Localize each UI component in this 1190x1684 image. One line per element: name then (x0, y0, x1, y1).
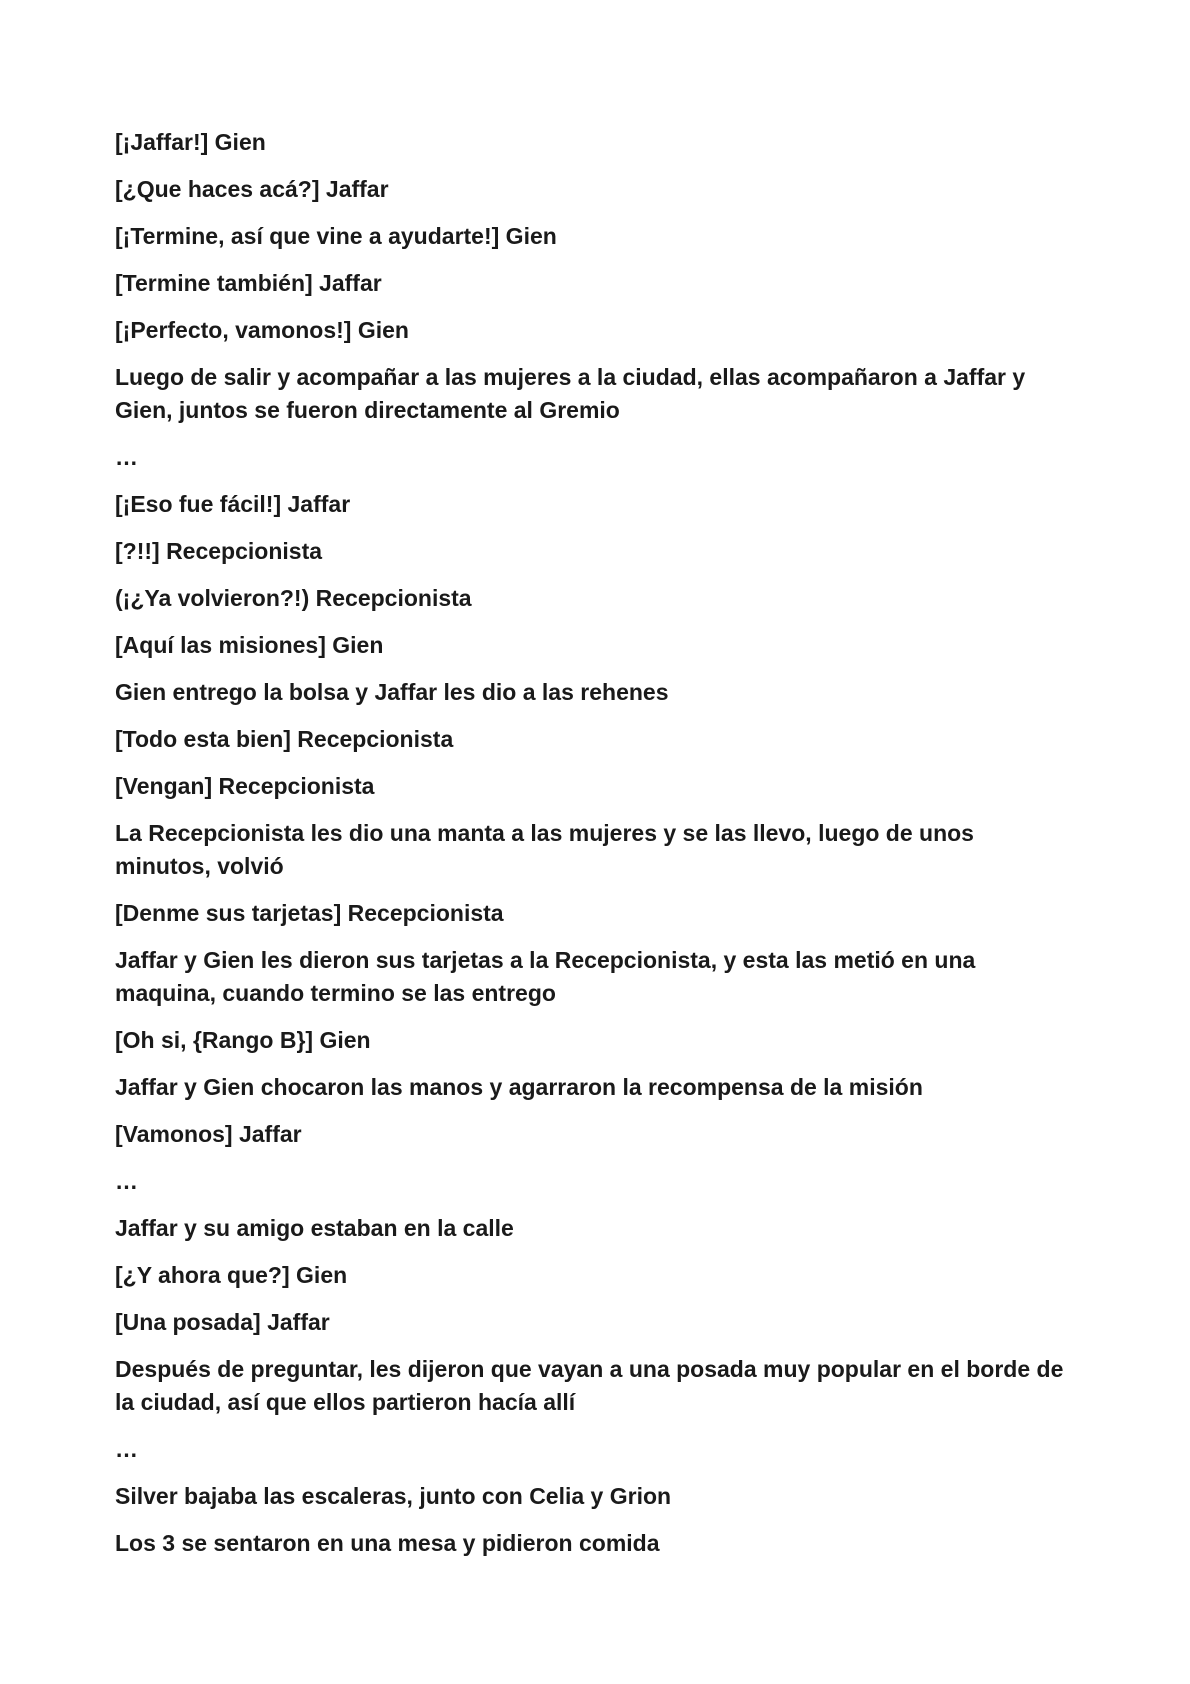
paragraph: (¡¿Ya volvieron?!) Recepcionista (115, 585, 472, 611)
paragraph: [Vengan] Recepcionista (115, 773, 375, 799)
paragraph: [Todo esta bien] Recepcionista (115, 726, 454, 752)
paragraph: Después de preguntar, les dijeron que vayan a una posada muy popular en el borde de la ciudad, así que ellos partieron hacía allí (115, 1356, 1064, 1415)
scene-break: … (115, 1168, 138, 1194)
paragraph: Jaffar y su amigo estaban en la calle (115, 1215, 514, 1241)
paragraph: Jaffar y Gien chocaron las manos y agarraron la recompensa de la misión (115, 1074, 923, 1100)
paragraph: Luego de salir y acompañar a las mujeres a la ciudad, ellas acompañaron a Jaffar y Gien, juntos se fueron directamente al Gremio (115, 364, 1026, 423)
paragraph: [Oh si, {Rango B}] Gien (115, 1027, 371, 1053)
paragraph: [¡Jaffar!] Gien (115, 129, 266, 155)
paragraph: [Vamonos] Jaffar (115, 1121, 302, 1147)
paragraph: [¿Que haces acá?] Jaffar (115, 176, 389, 202)
paragraph: [¡Termine, así que vine a ayudarte!] Gien (115, 223, 557, 249)
paragraph: [¡Eso fue fácil!] Jaffar (115, 491, 351, 517)
paragraph: Gien entrego la bolsa y Jaffar les dio a las rehenes (115, 679, 669, 705)
paragraph: [Aquí las misiones] Gien (115, 632, 384, 658)
document-body (115, 126, 1075, 1574)
paragraph: Los 3 se sentaron en una mesa y pidieron comida (115, 1530, 660, 1556)
scene-break: … (115, 444, 138, 470)
scene-break: … (115, 1436, 138, 1462)
paragraph: [Denme sus tarjetas] Recepcionista (115, 900, 504, 926)
paragraph: Silver bajaba las escaleras, junto con Celia y Grion (115, 1483, 672, 1509)
paragraph: Jaffar y Gien les dieron sus tarjetas a la Recepcionista, y esta las metió en una maquina, cuando termino se las entrego (115, 947, 976, 1006)
paragraph: [¡Perfecto, vamonos!] Gien (115, 317, 409, 343)
paragraph: La Recepcionista les dio una manta a las mujeres y se las llevo, luego de unos minutos, volvió (115, 820, 974, 879)
paragraph: [Termine también] Jaffar (115, 270, 382, 296)
paragraph: [Una posada] Jaffar (115, 1309, 330, 1335)
paragraph: [¿Y ahora que?] Gien (115, 1262, 348, 1288)
paragraph: [?!!] Recepcionista (115, 538, 323, 564)
